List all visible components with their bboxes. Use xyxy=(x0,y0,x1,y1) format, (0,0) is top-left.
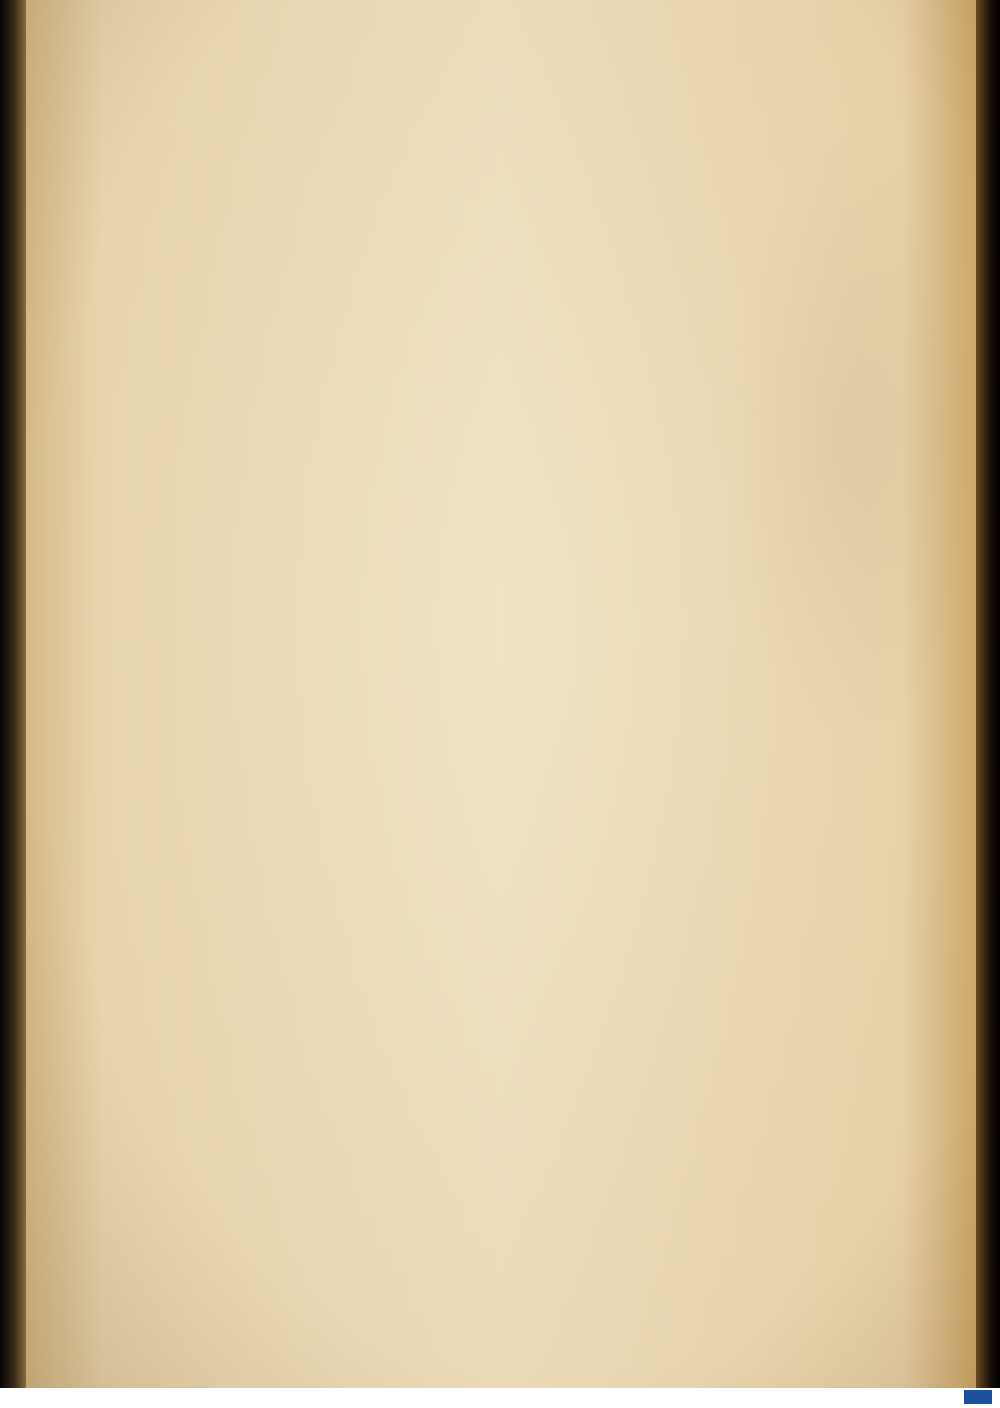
scan-left-edge xyxy=(0,0,26,1388)
catchword xyxy=(178,954,908,991)
dfg-logo xyxy=(964,1390,992,1404)
decorated-initial xyxy=(178,914,240,1006)
ink-bleed-through xyxy=(726,130,976,750)
chapter-section xyxy=(178,910,908,991)
scan-right-edge xyxy=(976,0,1000,1388)
footer-bar xyxy=(0,1388,1000,1408)
page-paper xyxy=(26,0,978,1388)
section-first-line xyxy=(178,910,908,954)
